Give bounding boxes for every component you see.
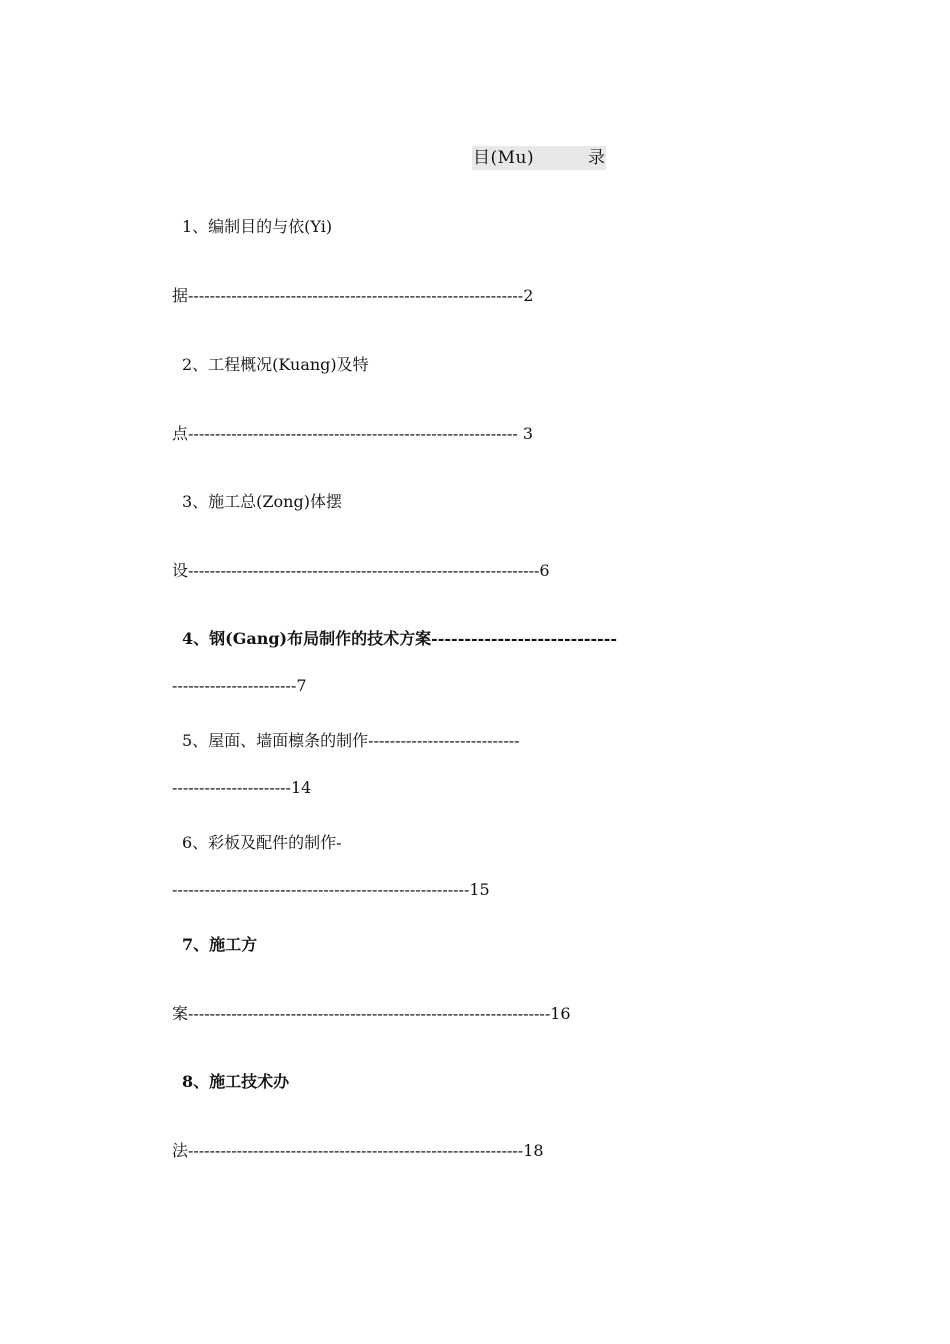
toc-entry-1-continuation: 据--------------------------------------------------------------2 bbox=[172, 286, 534, 305]
toc-title-right: 录 bbox=[588, 148, 605, 168]
toc-entry-4-continuation: -----------------------7 bbox=[172, 676, 307, 695]
toc-title bbox=[472, 146, 606, 170]
toc-entry-7-heading: 7、施工方 bbox=[182, 935, 258, 954]
toc-entry-8-continuation: 法--------------------------------------------------------------18 bbox=[172, 1141, 544, 1160]
toc-entry-3-continuation: 设-----------------------------------------------------------------6 bbox=[172, 561, 550, 580]
toc-entry-2-heading: 2、工程概况(Kuang)及特 bbox=[182, 355, 369, 374]
toc-entry-5-continuation: ----------------------14 bbox=[172, 778, 312, 797]
toc-entry-5-heading: 5、屋面、墙面檩条的制作---------------------------- bbox=[182, 731, 520, 750]
toc-entry-7-continuation: 案-------------------------------------------------------------------16 bbox=[172, 1004, 571, 1023]
toc-entry-3-heading: 3、施工总(Zong)体摆 bbox=[182, 492, 342, 511]
toc-entry-6-continuation: -------------------------------------------------------15 bbox=[172, 880, 490, 899]
toc-entry-8-heading: 8、施工技术办 bbox=[182, 1072, 290, 1091]
toc-entry-4-heading: 4、钢(Gang)布局制作的技术方案---------------------------- bbox=[182, 629, 618, 648]
toc-entry-6-heading: 6、彩板及配件的制作- bbox=[182, 833, 342, 852]
toc-entry-1-heading: 1、编制目的与依(Yi) bbox=[182, 217, 333, 236]
toc-entry-2-continuation: 点------------------------------------------------------------- 3 bbox=[172, 424, 534, 443]
toc-title-left: 目(Mu) bbox=[473, 148, 535, 168]
